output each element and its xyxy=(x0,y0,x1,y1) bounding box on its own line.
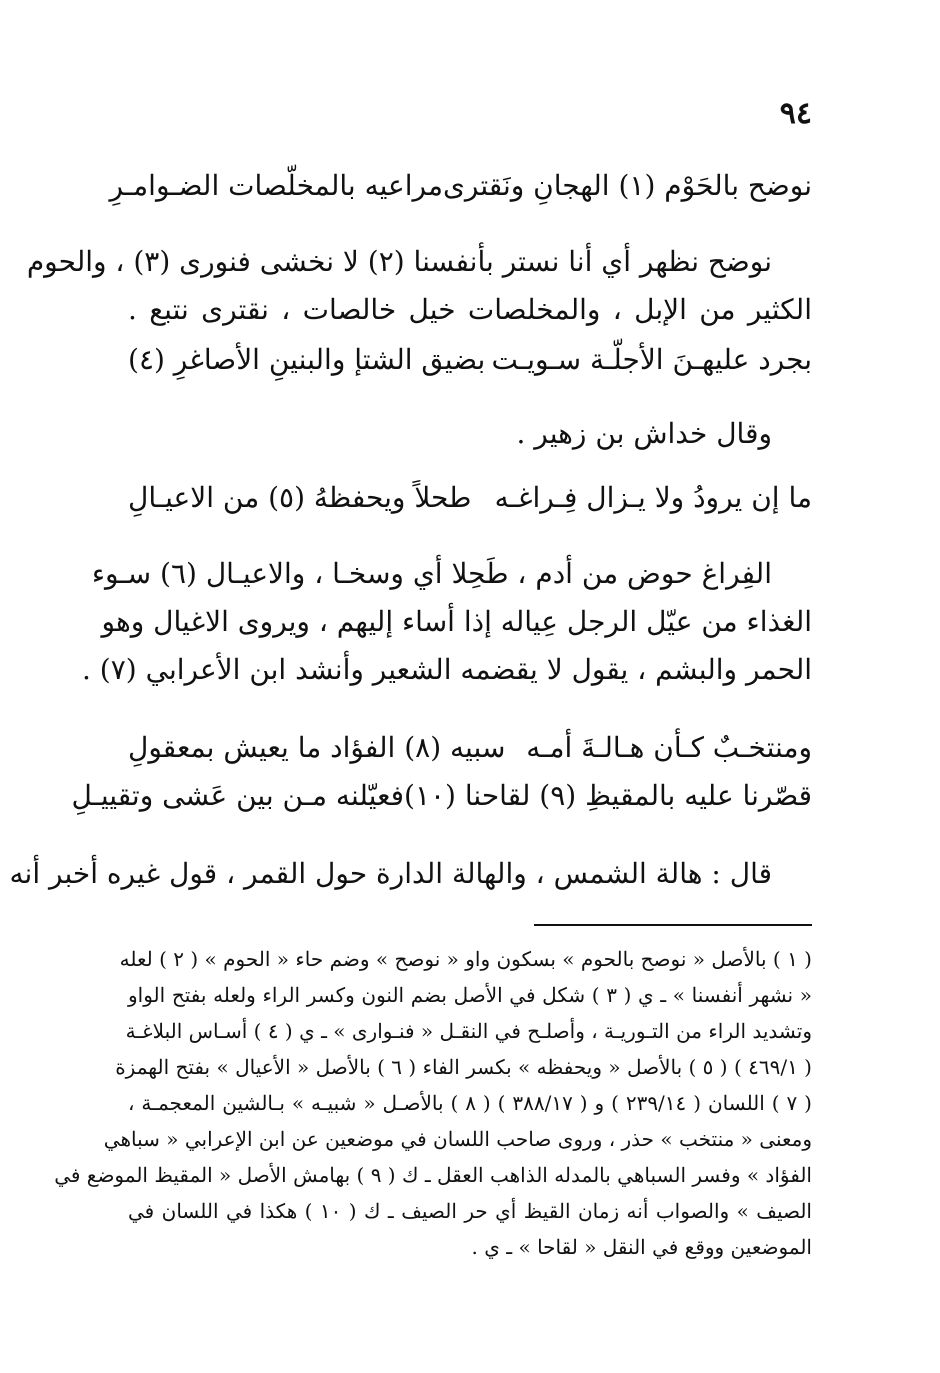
verse-1-first-half: نوضح بالحَوْم (١) الهجانِ ونَقترى xyxy=(442,169,812,202)
verse-3-first-half: ما إن يرودُ ولا يـزال فِـراغـه xyxy=(494,481,812,514)
footnote-divider xyxy=(534,924,812,926)
footnote-line: الموضعين ووقع في النقل « لقاحا » ـ ي . xyxy=(471,1235,812,1259)
paragraph-line: الغذاء من عيّل الرجل عِياله إذا أساء إليهم ، ويروى الاغيال وهو xyxy=(101,605,812,638)
page-number: ٩٤ xyxy=(779,96,812,131)
footnote-line: الصيف » والصواب أنه زمان القيظ أي حر الصيف ـ ك ( ١٠ ) هكذا في اللسان في xyxy=(128,1199,812,1223)
footnote-line: الفؤاد » وفسر السباهي بالمدله الذاهب العقل ـ ك ( ٩ ) بهامش الأصل « المقيظ الموضع في xyxy=(54,1163,812,1187)
footnote-line: « نشهر أنفسنا » ـ ي ( ٣ ) شكل في الأصل بضم النون وكسر الراء ولعله بفتح الواو xyxy=(128,983,812,1007)
footnote-line: ( ٧ ) اللسان ( ٢٣٩/١٤ ) و ( ٣٨٨/١٧ ) ( ٨ ) بالأصـل « شبيـه » بـالشين المعجمـة ، xyxy=(128,1091,812,1115)
footnote-line: ( ١ ) بالأصل « نوصح بالحوم » بسكون واو « نوصح » وضم حاء « الحوم » ( ٢ ) لعله xyxy=(119,947,812,971)
paragraph-line: نوضح نظهر أي أنا نستر بأنفسنا (٢) لا نخشى فنورى (٣) ، والحوم xyxy=(26,245,772,278)
verse-5-second-half: فعيّلنه مـن بين عَشى وتقييـلِ xyxy=(71,779,405,812)
footnote-line: ( ٤٦٩/١ ) ( ٥ ) بالأصل « ويحفظه » بكسر الفاء ( ٦ ) بالأصل « الأعيال » بفتح الهمزة xyxy=(115,1055,812,1079)
intro-line: وقال خداش بن زهير . xyxy=(516,417,772,450)
paragraph-line: قال : هالة الشمس ، والهالة الدارة حول القمر ، قول غيره أخبر أنه xyxy=(9,857,772,890)
paragraph-line: الكثير من الإبل ، والمخلصات خيل خالصات ، نقترى نتبع . xyxy=(128,293,812,326)
verse-5-first-half: قصّرنا عليه بالمقيظِ (٩) لقاحنا (١٠) xyxy=(404,779,812,812)
verse-line-4 xyxy=(128,726,812,770)
verse-line-3 xyxy=(128,476,812,520)
verse-2-first-half: بجرد عليهـنَ الأجلّـة سـويـت xyxy=(491,343,812,376)
paragraph-line: الفِراغ حوض من أدم ، طَحِلا أي وسخـا ، والاعيـال (٦) سـوء xyxy=(91,557,772,590)
verse-3-second-half: طحلاً ويحفظهُ (٥) من الاعيـالِ xyxy=(128,481,472,514)
footnote-line: ومعنى « منتخب » حذر ، وروى صاحب اللسان في موضعين عن ابن الإعرابي « سباهي xyxy=(103,1127,812,1151)
verse-4-first-half: ومنتخـبٌ كـأن هـالـةَ أمـه xyxy=(526,731,812,764)
verse-line-5 xyxy=(71,774,812,818)
verse-2-second-half: بضيق الشتإ والبنينِ الأصاغرِ (٤) xyxy=(128,343,486,376)
verse-1-second-half: مراعيه بالمخلّصات الضـوامـرِ xyxy=(109,169,443,202)
verse-4-second-half: سبيه (٨) الفؤاد ما يعيش بمعقولِ xyxy=(128,731,506,764)
verse-line-1 xyxy=(109,164,812,208)
verse-line-2 xyxy=(128,338,812,382)
paragraph-line: الحمر والبشم ، يقول لا يقضمه الشعير وأنشد ابن الأعرابي (٧) . xyxy=(82,653,812,686)
footnote-line: وتشديد الراء من التـوريـة ، وأصلـح في النقـل « فنـوارى » ـ ي ( ٤ ) أسـاس البلاغـة xyxy=(125,1019,812,1043)
